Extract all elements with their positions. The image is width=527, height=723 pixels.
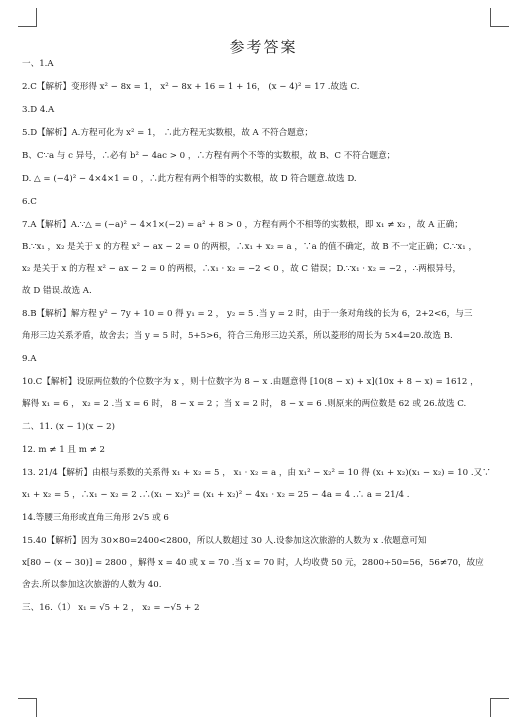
answer-q5 bbox=[22, 127, 507, 140]
answer-line: 10.C【解析】设原两位数的个位数字为 x ，则十位数字为 8 − x .由题意得 [10(8 − x) + x](10x + 8 − x) = 1612 ， bbox=[22, 377, 479, 387]
answer-line: 14.等腰三角形或直角三角形 2√5 或 6 bbox=[22, 513, 169, 523]
answer-q10 bbox=[22, 376, 507, 411]
answer-line: x[80 − (x − 30)] = 2800 ，解得 x = 40 或 x = 70 .当 x = 70 时，人均收费 50 元，2800÷50=56，56≠70，故应 bbox=[22, 558, 484, 568]
answer-q6 bbox=[22, 196, 507, 209]
answer-line: 二、11. (x − 1)(x − 2) bbox=[22, 422, 115, 432]
crop-mark-top-left bbox=[18, 8, 37, 27]
answer-line: B、C∵a 与 c 异号，∴必有 b² − 4ac > 0 ，∴方程有两个不等的实数根，故 B、C 不符合题意； bbox=[22, 151, 396, 161]
answer-q14 bbox=[22, 512, 507, 525]
answer-line: 12. m ≠ 1 且 m ≠ 2 bbox=[22, 445, 106, 455]
answer-q2 bbox=[22, 81, 507, 94]
answer-section-1 bbox=[22, 58, 507, 71]
page-title: 参考答案 bbox=[229, 38, 298, 56]
answer-q7 bbox=[22, 219, 507, 298]
answer-q8 bbox=[22, 308, 507, 343]
answer-q12 bbox=[22, 444, 507, 457]
answer-q15 bbox=[22, 535, 507, 592]
crop-mark-bottom-right bbox=[490, 698, 509, 717]
answer-line: 7.A【解析】A.∵△ = (−a)² − 4×1×(−2) = a² + 8 > 0 ，方程有两个不相等的实数根，即 x₁ ≠ x₂ ，故 A 正确； bbox=[22, 220, 463, 230]
answer-q16 bbox=[22, 602, 507, 615]
crop-mark-bottom-left bbox=[18, 698, 37, 717]
answer-line: x₁ + x₂ = 5 ，∴x₁ − x₂ = 2 .∴(x₁ − x₂)² = (x₁ + x₂)² − 4x₁ · x₂ = 25 − 4a = 4 .∴ a = 21/4 . bbox=[22, 490, 410, 500]
answer-line: x₂ 是关于 x 的方程 x² − ax − 2 = 0 的两根，∴x₁ · x₂ = −2 < 0 ，故 C 错误；D.∵x₁ · x₂ = −2 ，∴两根异号， bbox=[22, 264, 462, 274]
answer-line: 6.C bbox=[22, 197, 37, 207]
answer-line: B.∵x₁ ，x₂ 是关于 x 的方程 x² − ax − 2 = 0 的两根，∴x₁ + x₂ = a ，∵a 的值不确定，故 B 不一定正确；C.∵x₁ ， bbox=[22, 242, 478, 252]
answer-q3-q4 bbox=[22, 104, 507, 117]
answer-q9 bbox=[22, 353, 507, 366]
answer-line: 故 D 错误.故选 A. bbox=[22, 286, 92, 296]
answer-line: 三、16.（1） x₁ = √5 + 2 ， x₂ = −√5 + 2 bbox=[22, 603, 200, 613]
answer-line: 一、1.A bbox=[22, 59, 54, 69]
answer-line: 5.D【解析】A.方程可化为 x² = 1， ∴此方程无实数根，故 A 不符合题意； bbox=[22, 128, 314, 138]
answer-content bbox=[22, 58, 507, 625]
answer-q13 bbox=[22, 467, 507, 502]
answer-q11 bbox=[22, 421, 507, 434]
answer-line: 13. 21/4【解析】由根与系数的关系得 x₁ + x₂ = 5 ， x₁ · x₂ = a ，由 x₁² − x₂² = 10 得 (x₁ + x₂)(x₁ − x₂) = 10 .又∵ bbox=[22, 468, 491, 478]
answer-line: 8.B【解析】解方程 y² − 7y + 10 = 0 得 y₁ = 2 ， y₂ = 5 .当 y = 2 时，由于一条对角线的长为 6，2+2<6，与三 bbox=[22, 309, 473, 319]
crop-mark-top-right bbox=[490, 8, 509, 27]
answer-line: D. △ = (−4)² − 4×4×1 = 0 ，∴此方程有两个相等的实数根，故 D 符合题意.故选 D. bbox=[22, 174, 357, 184]
answer-q5-d bbox=[22, 173, 507, 186]
answer-q5-bc bbox=[22, 150, 507, 163]
answer-line: 9.A bbox=[22, 354, 37, 364]
answer-line: 3.D 4.A bbox=[22, 105, 55, 115]
answer-line: 2.C【解析】变形得 x² − 8x = 1， x² − 8x + 16 = 1 + 16， (x − 4)² = 17 .故选 C. bbox=[22, 82, 360, 92]
answer-line: 舍去.所以参加这次旅游的人数为 40. bbox=[22, 580, 162, 590]
answer-line: 角形三边关系矛盾，故舍去；当 y = 5 时，5+5>6，符合三角形三边关系，所以菱形的周长为 5×4=20.故选 B. bbox=[22, 331, 453, 341]
answer-line: 15.40【解析】因为 30×80=2400<2800，所以人数超过 30 人.设参加这次旅游的人数为 x .依题意可知 bbox=[22, 536, 427, 546]
answer-line: 解得 x₁ = 6 ， x₂ = 2 .当 x = 6 时， 8 − x = 2 ；当 x = 2 时， 8 − x = 6 .则原来的两位数是 62 或 26.故选 C. bbox=[22, 399, 467, 409]
